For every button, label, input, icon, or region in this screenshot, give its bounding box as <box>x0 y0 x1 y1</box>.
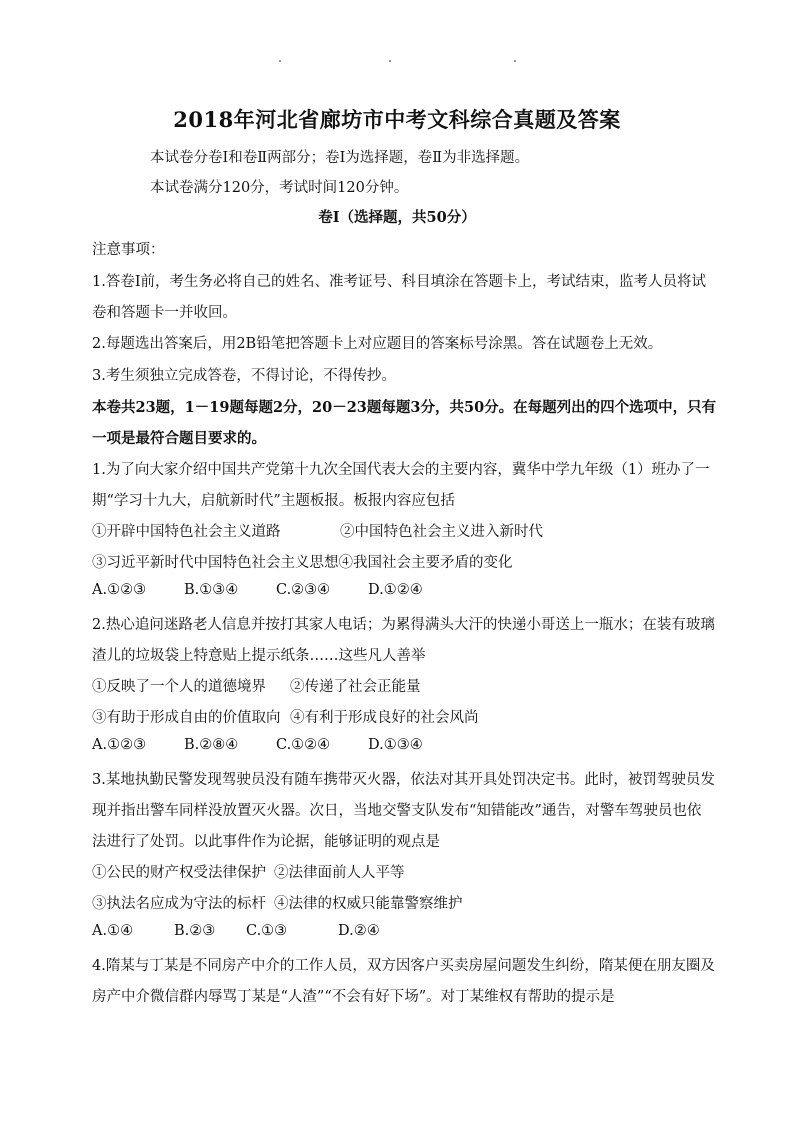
q3-stem: 3.某地执勤民警发现驾驶员没有随车携带灭火器，依法对其开具处罚决定书。此时，被罚驾驶员发 <box>92 772 715 788</box>
q1-option-a: A.①②③ <box>92 582 147 598</box>
q2-item: ④有利于形成良好的社会风尚 <box>290 710 479 726</box>
q1-option-d: D.①②④ <box>368 582 423 598</box>
q2-item: ①反映了一个人的道德境界 <box>92 679 266 695</box>
q4-stem: 4.隋某与丁某是不同房产中介的工作人员，双方因客户买卖房屋问题发生纠纷，隋某便在朋友圈及 <box>92 958 715 974</box>
q2-item: ③有助于形成自由的价值取向 <box>92 710 281 726</box>
q3-option-d: D.②④ <box>338 923 380 939</box>
q3-items <box>92 861 712 882</box>
q4-stem: 房产中介微信群内辱骂丁某是“人渣”“不会有好下场”。对丁某维权有帮助的提示是 <box>92 989 615 1005</box>
document-title: 2018年河北省廊坊市中考文科综合真题及答案 <box>173 107 621 132</box>
q2-options <box>92 737 712 753</box>
q1-items <box>92 520 712 541</box>
q3-stem: 现并指出警车同样没放置灭火器。次日，当地交警支队发布“知错能改”通告，对警车驾驶员也依 <box>92 803 702 819</box>
q1-items <box>92 551 712 572</box>
q1-item: ③习近平新时代中国特色社会主义思想 <box>92 555 339 571</box>
q1-item: ②中国特色社会主义进入新时代 <box>340 524 543 540</box>
q3-item: ①公民的财产权受法律保护 <box>92 865 266 881</box>
notes-heading: 注意事项： <box>92 242 165 258</box>
q3-option-a: A.①④ <box>92 923 134 939</box>
q1-stem: 期“学习十九大，启航新时代”主题板报。板报内容应包括 <box>92 493 455 509</box>
q2-item: ②传递了社会正能量 <box>290 679 421 695</box>
q3-item: ④法律的权威只能靠警察维护 <box>274 896 463 912</box>
note-line: 1.答卷Ⅰ前，考生务必将自己的姓名、准考证号、科目填涂在答题卡上，考试结束，监考人员将试 <box>92 274 707 290</box>
instruction-line: 本卷共23题，1－19题每题2分，20－23题每题3分，共50分。在每题列出的四个选项中，只有 <box>92 399 717 416</box>
q2-stem: 2.热心追问迷路老人信息并按打其家人电话；为累得满头大汗的快递小哥送上一瓶水；在装有玻璃 <box>92 617 715 633</box>
header-dots <box>0 60 794 66</box>
q3-option-b: B.②③ <box>174 923 216 939</box>
dot <box>279 60 281 62</box>
q1-item: ④我国社会主要矛盾的变化 <box>338 555 513 571</box>
q1-option-c: C.②③④ <box>276 582 331 598</box>
q1-options <box>92 582 712 598</box>
q2-option-a: A.①②③ <box>92 737 147 753</box>
q2-option-c: C.①②④ <box>276 737 331 753</box>
q2-items <box>92 675 712 696</box>
q3-option-c: C.①③ <box>246 923 288 939</box>
q2-stem: 渣儿的垃圾袋上特意贴上提示纸条……这些凡人善举 <box>92 648 426 664</box>
intro-line: 本试卷分卷Ⅰ和卷Ⅱ两部分；卷Ⅰ为选择题，卷Ⅱ为非选择题。 <box>150 150 530 166</box>
q2-option-b: B.②⑧④ <box>184 737 239 753</box>
intro-line: 本试卷满分120分，考试时间120分钟。 <box>150 180 409 196</box>
q3-items <box>92 892 712 913</box>
q3-item: ③执法名应成为守法的标杆 <box>92 896 266 912</box>
dot <box>514 60 516 62</box>
q1-option-b: B.①③④ <box>184 582 239 598</box>
q3-options <box>92 923 712 939</box>
note-line: 3.考生须独立完成答卷，不得讨论，不得传抄。 <box>92 368 396 384</box>
instruction-line: 一项是最符合题目要求的。 <box>92 430 266 447</box>
q3-stem: 法进行了处罚。以此事件作为论据，能够证明的观点是 <box>92 834 440 850</box>
note-line: 卷和答题卡一并收回。 <box>92 305 237 321</box>
q3-item: ②法律面前人人平等 <box>274 865 405 881</box>
q2-option-d: D.①③④ <box>368 737 423 753</box>
section-title: 卷Ⅰ（选择题，共50分） <box>318 209 476 226</box>
dot <box>389 60 391 62</box>
q1-item: ①开辟中国特色社会主义道路 <box>92 524 281 540</box>
q2-items <box>92 706 712 727</box>
q1-stem: 1.为了向大家介绍中国共产党第十九次全国代表大会的主要内容，冀华中学九年级（1）班办了一 <box>92 462 710 478</box>
note-line: 2.每题选出答案后，用2B铅笔把答题卡上对应题目的答案标号涂黑。答在试题卷上无效。 <box>92 336 663 352</box>
